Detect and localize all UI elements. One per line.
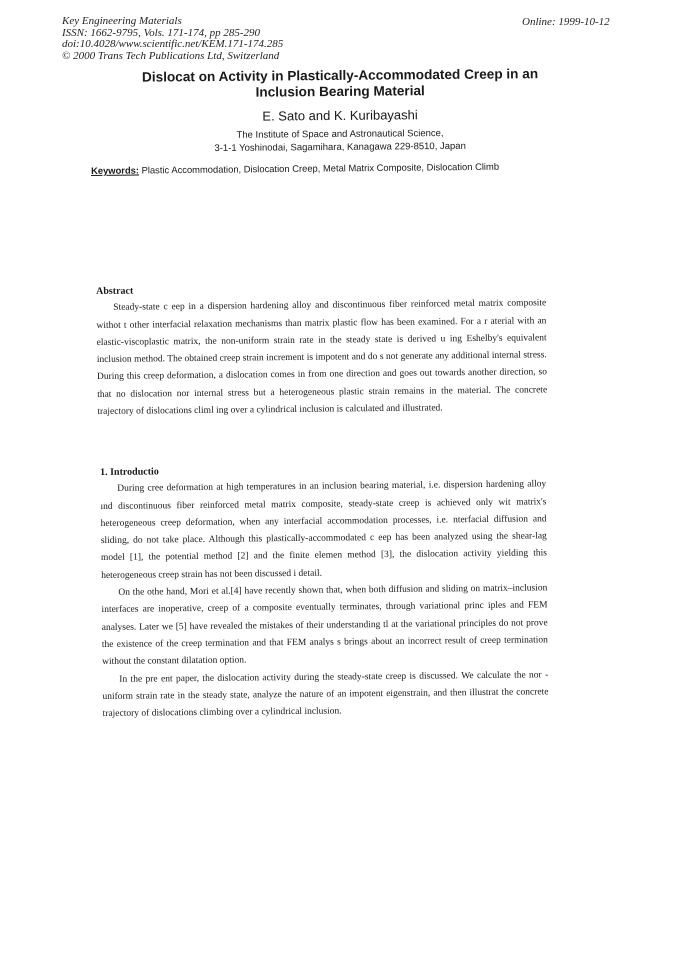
doi-line: doi:10.4028/www.scientific.net/KEM.171-174.285 [62,38,284,50]
journal-header [62,16,362,62]
introduction-section [100,459,549,723]
copyright-line: © 2000 Trans Tech Publications Ltd, Switzerland [62,49,280,62]
journal-name: Key Engineering Materials [62,15,182,27]
keywords-label: Keywords: [91,164,140,176]
abstract-text: Steady-state c eep in a dispersion hardening alloy and discontinuous fiber reinforced metal matrix composite withot t other interfacial relaxation mechanisms than matrix plastic flow has been examined. For a r aterial with an elastic-viscoplastic matrix, the non-uniform strain rate in the steady state is derived u ing Eshelby's equivalent inclusion method. The obtained creep strain increment is impotent and do s not generate any additional internal stress. During this creep deformation, a dislocation comes in from one direction and goes out towards another direction, so that no dislocation nor internal stress but a heterogeneous plastic strain remains in the material. The concrete trajectory of dislocations climl ing over a cylindrical inclusion is calculated and illustrated. [96,298,548,418]
authors: E. Sato and K. Kuribayashi [262,107,418,124]
keywords-text: Plastic Accommodation, Dislocation Creep, Metal Matrix Composite, Dislocation Climb [141,160,500,176]
online-date: Online: 1999-10-12 [522,16,610,28]
affiliation [100,127,580,156]
issn-line: ISSN: 1662-9795, Vols. 171-174, pp 285-290 [62,26,260,39]
intro-paragraph-1: During cree deformation at high temperatures in an inclusion bearing material, i.e. dispersion hardening alloy ınd discontinuous fiber reinforced metal matrix composite, steady-state creep is achieved only wit matrix's heterogeneous creep deformation, when any interfacial accommodation processes, i.e. nterfacial diffusion and sliding, do not take place. Although this plastically-accommodated c eep has been analyzed using the shear-lag model [1], the potential method [2] and the finite elemen method [3], the dislocation activity yielding this heterogeneous creep strain has not been discussed i detail. [100,479,548,581]
title-line-1: Dislocat on Activity in Plastically-Accommodated Creep in an [141,66,539,85]
affiliation-line-1: The Institute of Space and Astronautical Science, [236,128,444,141]
intro-paragraph-2: On the othe hand, Mori et al.[4] have recently shown that, when both diffusion and sliding on matrix–inclusion interfaces are inoperative, creep of a composite eventually terminates, through variational princ iples and FEM analyses. Later we [5] have revealed the mistakes of their understanding tl at the variational principles do not prove the existence of the creep termination and that FEM analys s brings about an incorrect result of creep termination without the constant dilatation option. [101,583,548,668]
paper-title [100,66,580,102]
introduction-heading: 1. Introductio [100,466,159,478]
abstract-heading: Abstract [96,285,134,297]
abstract-section [96,278,547,421]
affiliation-line-2: 3-1-1 Yoshinodai, Sagamihara, Kanagawa 229-8510, Japan [214,140,466,154]
intro-paragraph-3: In the pre ent paper, the dislocation activity during the steady-state creep is discussed. We calculate the nor -uniform strain rate in the steady state, analyze the nature of an impotent eigenstrain, and then illustrat the concrete trajectory of dislocations climbing over a cylindrical inclusion. [102,669,549,720]
keywords [91,160,561,176]
title-line-2: Inclusion Bearing Material [255,83,425,100]
